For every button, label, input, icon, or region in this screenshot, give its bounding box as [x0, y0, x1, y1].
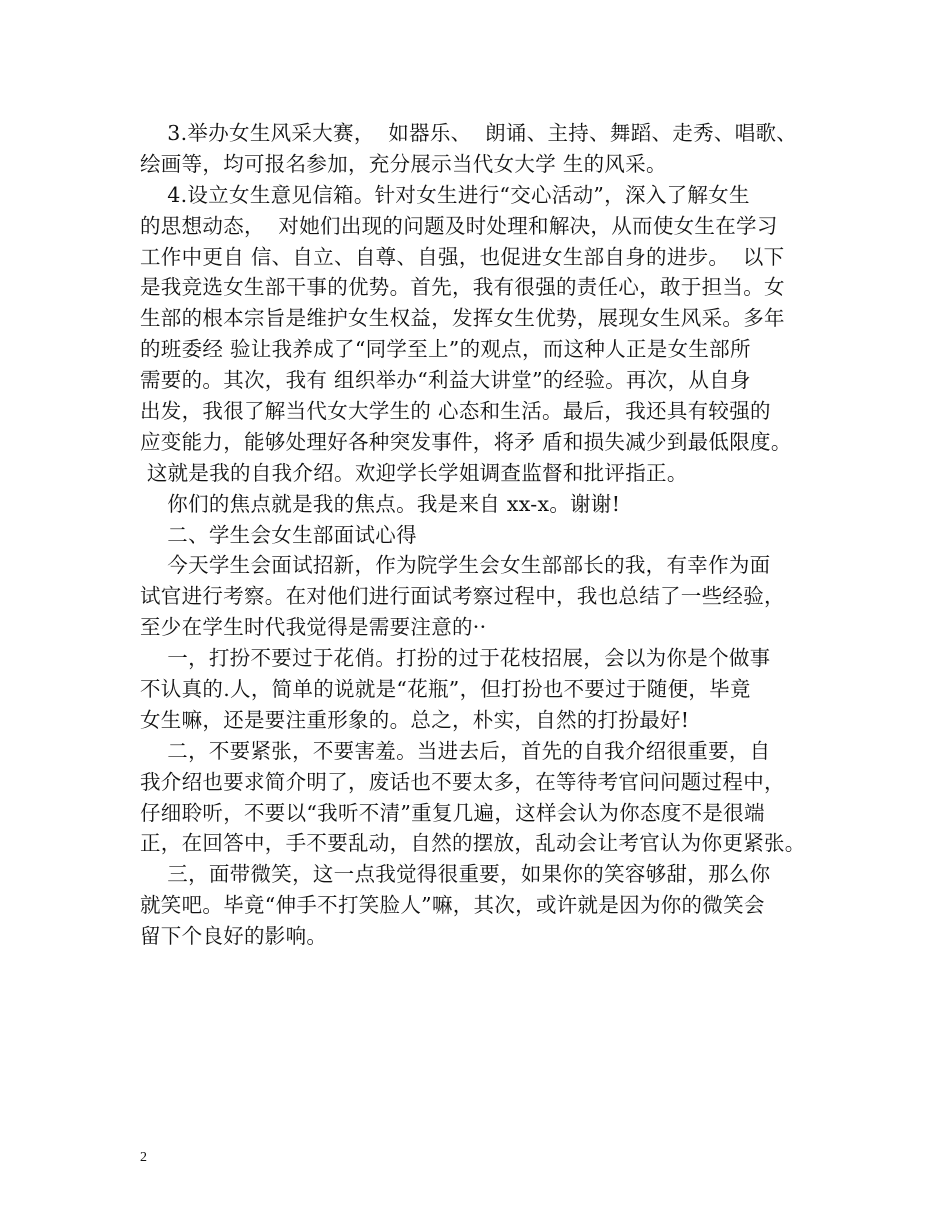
text-line: 你们的焦点就是我的焦点。我是来自 xx-x。谢谢! — [140, 491, 621, 516]
text-line: 的班委经 验让我养成了“同学至上”的观点，而这种人正是女生部所 — [140, 337, 751, 362]
text-line: 3.举办女生风采大赛， 如器乐、 朗诵、主持、舞蹈、走秀、唱歌、 — [140, 121, 798, 145]
text-line: 4.设立女生意见信箱。针对女生进行“交心活动”，深入了解女生 — [140, 182, 750, 207]
text-line: 试官进行考察。在对他们进行面试考察过程中，我也总结了一些经验， — [140, 584, 785, 609]
text-line: 一，打扮不要过于花俏。打扮的过于花枝招展，会以为你是个做事 — [140, 646, 771, 671]
page-number: 2 — [140, 1150, 147, 1165]
text-line: 绘画等，均可报名参加，充分展示当代女大学 生的风采。 — [140, 151, 667, 176]
text-line: 我介绍也要求简介明了，废话也不要太多，在等待考官问问题过程中， — [140, 769, 785, 794]
document-body — [140, 118, 830, 952]
text-line: 出发，我很了解当代女大学生的 心态和生活。最后，我还具有较强的 — [140, 399, 771, 424]
text-line: 二，不要紧张，不要害羞。当进去后，首先的自我介绍很重要，自 — [140, 738, 771, 763]
text-line: 仔细聆听，不要以“我听不清”重复几遍，这样会认为你态度不是很端 — [140, 800, 765, 825]
text-line: 今天学生会面试招新，作为院学生会女生部部长的我，有幸作为面 — [140, 553, 771, 578]
text-line: 正，在回答中，手不要乱动，自然的摆放，乱动会让考官认为你更紧张。 — [140, 831, 806, 856]
text-line: 留下个良好的影响。 — [140, 924, 328, 949]
text-line: 不认真的.人，简单的说就是“花瓶”，但打扮也不要过于随便，毕竟 — [140, 677, 751, 702]
text-line: 应变能力，能够处理好各种突发事件，将矛 盾和损失减少到最低限度。 — [140, 429, 792, 454]
section-heading: 二、学生会女生部面试心得 — [140, 522, 417, 547]
text-line: 至少在学生时代我觉得是需要注意的·· — [140, 615, 487, 640]
text-line: 的思想动态， 对她们出现的问题及时处理和解决，从而使女生在学习 — [140, 213, 778, 238]
text-line: 是我竞选女生部干事的优势。首先，我有很强的责任心，敢于担当。女 — [140, 275, 785, 300]
text-line: 就笑吧。毕竟“伸手不打笑脸人”嘛，其次，或许就是因为你的微笑会 — [140, 893, 765, 918]
text-line: 需要的。其次，我有 组织举办“利益大讲堂”的经验。再次，从自身 — [140, 368, 751, 393]
text-line: 工作中更自 信、自立、自尊、自强，也促进女生部自身的进步。 以下 — [140, 244, 785, 269]
text-line: 女生嘛，还是要注重形象的。总之，朴实，自然的打扮最好! — [140, 707, 690, 732]
text-line: 这就是我的自我介绍。欢迎学长学姐调查监督和批评指正。 — [140, 460, 688, 485]
text-line: 生部的根本宗旨是维护女生权益，发挥女生优势，展现女生风采。多年 — [140, 306, 785, 331]
text-line: 三，面带微笑，这一点我觉得很重要，如果你的笑容够甜，那么你 — [140, 862, 771, 887]
